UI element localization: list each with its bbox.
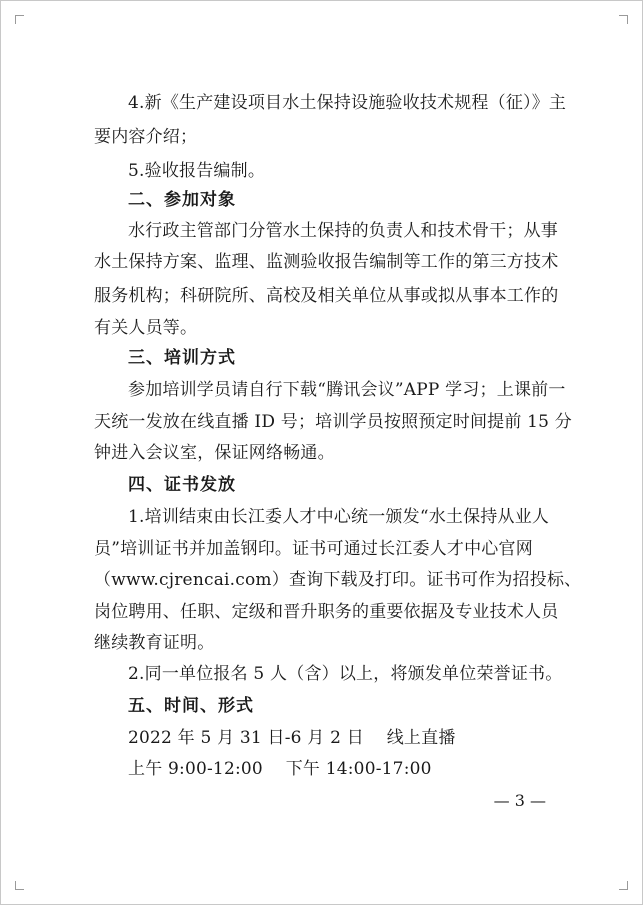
certificate-line-4: 岗位聘用、任职、定级和晋升职务的重要依据及专业技术人员 [94,602,559,622]
certificate-item-2: 2.同一单位报名 5 人（含）以上，将颁发单位荣誉证书。 [128,664,563,684]
crop-mark-top-left [15,15,24,24]
participants-line-2: 水土保持方案、监理、监测验收报告编制等工作的第三方技术 [94,252,559,272]
participants-line-3: 服务机构；科研院所、高校及相关单位从事或拟从事本工作的 [94,286,559,306]
training-line-1: 参加培训学员请自行下载“腾讯会议”APP 学习；上课前一 [128,380,566,400]
certificate-line-2: 员”培训证书并加盖钢印。证书可通过长江委人才中心官网 [94,539,533,559]
item-5: 5.验收报告编制。 [128,161,266,181]
crop-mark-bottom-left [15,881,24,890]
crop-mark-bottom-right [619,881,628,890]
item-4-line-2: 要内容介绍； [94,127,198,147]
schedule-hours: 上午 9:00-12:00 下午 14:00-17:00 [128,759,432,779]
section-heading-time-format: 五、时间、形式 [128,696,254,716]
certificate-line-5: 继续教育证明。 [94,633,215,653]
section-heading-certificate: 四、证书发放 [128,475,236,495]
section-heading-participants: 二、参加对象 [128,190,236,210]
training-line-2: 天统一发放在线直播 ID 号；培训学员按照预定时间提前 15 分 [94,412,572,432]
crop-mark-top-right [619,15,628,24]
certificate-line-1: 1.培训结束由长江委人才中心统一颁发“水土保持从业人 [128,507,550,527]
item-4-line-1: 4.新《生产建设项目水土保持设施验收技术规程（征）》主 [128,93,567,113]
participants-line-1: 水行政主管部门分管水土保持的负责人和技术骨干；从事 [128,221,558,241]
schedule-date: 2022 年 5 月 31 日-6 月 2 日 线上直播 [128,728,456,748]
section-heading-training-method: 三、培训方式 [128,348,236,368]
participants-line-4: 有关人员等。 [94,318,198,338]
page-number: — 3 — [493,791,546,810]
training-line-3: 钟进入会议室，保证网络畅通。 [94,443,335,463]
certificate-line-3: （www.cjrencai.com）查询下载及打印。证书可作为招投标、 [94,570,582,590]
